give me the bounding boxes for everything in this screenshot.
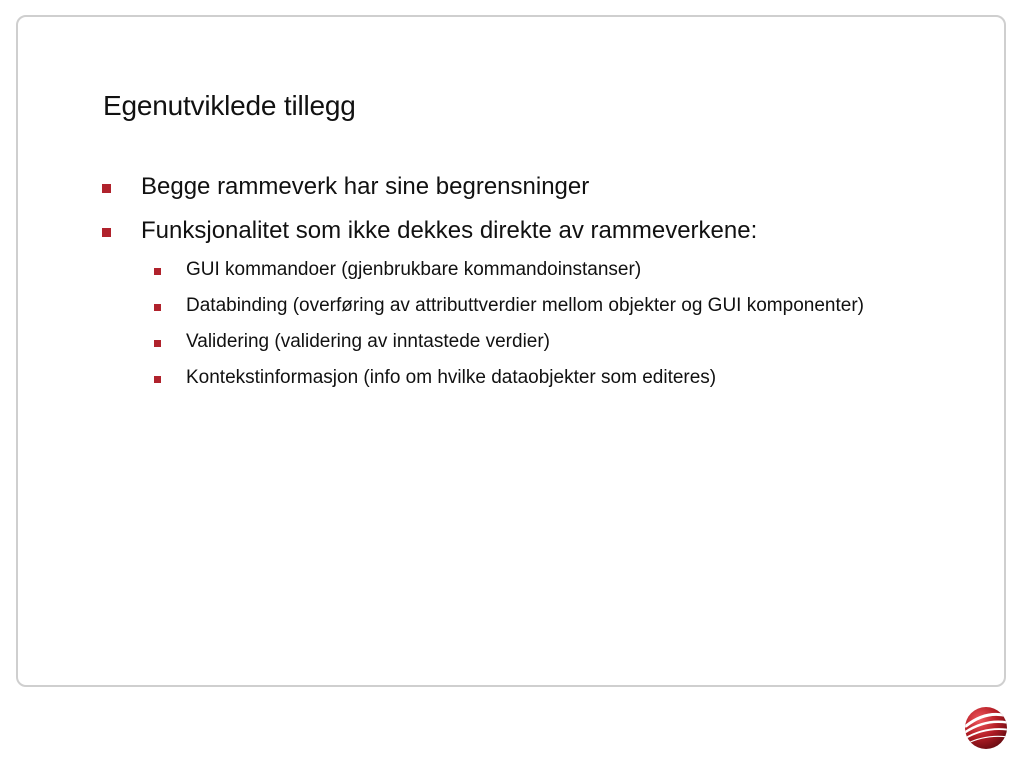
bullet-item: [100, 216, 940, 246]
bullet-text: Begge rammeverk har sine begrensninger: [141, 173, 590, 200]
bullet-text: Funksjonalitet som ikke dekkes direkte av rammeverkene:: [141, 217, 758, 244]
sub-bullet-text: Databinding (overføring av attributtverdier mellom objekter og GUI komponenter): [186, 295, 864, 316]
square-bullet-icon: [154, 304, 161, 311]
sub-bullet-text: Kontekstinformasjon (info om hvilke dataobjekter som editeres): [186, 367, 717, 388]
sub-bullet-item: [100, 366, 940, 390]
square-bullet-icon: [154, 340, 161, 347]
sub-bullet-text: Validering (validering av inntastede verdier): [186, 331, 551, 352]
sub-bullet-item: [100, 330, 940, 354]
square-bullet-icon: [102, 184, 111, 193]
square-bullet-icon: [154, 268, 161, 275]
slide-title: Egenutviklede tillegg: [103, 90, 356, 121]
sub-bullet-item: [100, 294, 940, 318]
sub-bullet-item: [100, 258, 940, 282]
sub-bullet-list: [100, 258, 940, 402]
bullet-list: [100, 172, 940, 260]
red-sphere-logo-icon: [964, 706, 1008, 750]
bullet-item: [100, 172, 940, 202]
square-bullet-icon: [102, 228, 111, 237]
square-bullet-icon: [154, 376, 161, 383]
sub-bullet-text: GUI kommandoer (gjenbrukbare kommandoinstanser): [186, 259, 642, 280]
